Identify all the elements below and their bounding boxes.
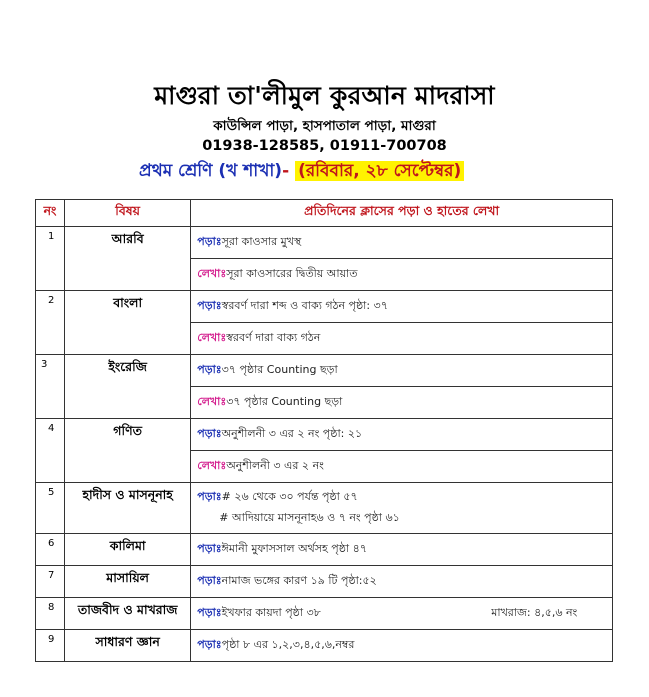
table-row — [36, 630, 613, 662]
reading-line — [191, 355, 613, 387]
subject-name: হাদীস ও মাসনূনাহ — [65, 483, 191, 534]
reading-line — [191, 291, 613, 323]
class-date: (রবিবার, ২৮ সেপ্টেম্বর) — [295, 161, 464, 181]
reading-text: স্বরবর্ণ দারা শব্দ ও বাক্য গঠন পৃষ্ঠা: ৩৭ — [221, 299, 388, 312]
subject-name: আরবি — [65, 227, 191, 291]
class-date-line — [139, 158, 464, 184]
row-number: 9 — [36, 630, 65, 662]
reading-text: ঈমানী মুফাসসাল অর্থসহ পৃষ্ঠা ৪৭ — [221, 542, 367, 555]
subject-name: গণিত — [65, 419, 191, 483]
writing-text: অনুশীলনী ৩ এর ২ নং — [226, 459, 324, 472]
read-tag: পড়াঃ — [197, 542, 222, 555]
reading-text: ইখফার কায়দা পৃষ্ঠা ৩৮ — [221, 606, 321, 619]
reading-text: নামাজ ভঙ্গের কারণ ১৯ টি পৃষ্ঠা:৫২ — [221, 574, 377, 587]
reading-text: অনুশীলনী ৩ এর ২ নং পৃষ্ঠা: ২১ — [221, 427, 363, 440]
table-row — [36, 355, 613, 387]
reading-text: # ২৬ থেকে ৩০ পর্যন্ত পৃষ্ঠা ৫৭ — [221, 490, 358, 503]
subject-name: ইংরেজি — [65, 355, 191, 419]
writing-line — [191, 451, 613, 483]
write-tag: লেখাঃ — [197, 395, 227, 408]
write-tag: লেখাঃ — [197, 331, 227, 344]
row-number: 6 — [36, 534, 65, 566]
writing-line — [191, 323, 613, 355]
read-tag: পড়াঃ — [197, 299, 222, 312]
read-tag: পড়াঃ — [197, 574, 222, 587]
table-row — [36, 566, 613, 598]
read-tag: পড়াঃ — [197, 235, 222, 248]
reading-line — [191, 534, 613, 566]
read-tag: পড়াঃ — [197, 427, 222, 440]
reading-line — [191, 483, 613, 534]
read-tag: পড়াঃ — [197, 638, 222, 651]
row-number: 3 — [36, 355, 65, 419]
contact-phones: 01938-128585, 01911-700708 — [202, 138, 447, 154]
reading-text: সূরা কাওসার মুখস্থ — [221, 235, 302, 248]
madrasa-address: কাউন্সিল পাড়া, হাসপাতাল পাড়া, মাগুরা — [213, 118, 436, 134]
writing-text: সূরা কাওসারের দ্বিতীয় আয়াত — [226, 267, 358, 280]
row-number: 1 — [36, 227, 65, 291]
table-row — [36, 598, 613, 630]
row-number: 7 — [36, 566, 65, 598]
read-tag: পড়াঃ — [197, 363, 222, 376]
table-row — [36, 534, 613, 566]
read-tag: পড়াঃ — [197, 490, 222, 503]
read-tag: পড়াঃ — [197, 606, 222, 619]
write-tag: লেখাঃ — [197, 459, 227, 472]
writing-text: স্বরবর্ণ দারা বাক্য গঠন — [226, 331, 321, 344]
reading-line — [191, 227, 613, 259]
table-row — [36, 483, 613, 534]
row-number: 2 — [36, 291, 65, 355]
header-detail: প্রতিদিনের ক্লাসের পড়া ও হাতের লেখা — [191, 200, 613, 227]
table-row — [36, 419, 613, 451]
write-tag: লেখাঃ — [197, 267, 227, 280]
reading-line — [191, 419, 613, 451]
row-number: 8 — [36, 598, 65, 630]
class-routine-table — [35, 199, 613, 662]
reading-text: ৩৭ পৃষ্ঠার Counting ছড়া — [221, 363, 338, 376]
subject-name: বাংলা — [65, 291, 191, 355]
writing-line — [191, 387, 613, 419]
reading-text: পৃষ্ঠা ৮ এর ১,২,৩,৪,৫,৬,নম্বর — [221, 638, 355, 651]
madrasa-title: মাগুরা তা'লীমুল কুরআন মাদরাসা — [154, 81, 495, 110]
class-name: প্রথম শ্রেণি (খ শাখা) — [139, 161, 283, 181]
subject-name: সাধারণ জ্ঞান — [65, 630, 191, 662]
writing-line — [191, 259, 613, 291]
subject-name: মাসায়িল — [65, 566, 191, 598]
row-number: 4 — [36, 419, 65, 483]
writing-text: ৩৭ পৃষ্ঠার Counting ছড়া — [226, 395, 343, 408]
header-no: নং — [36, 200, 65, 227]
row-number: 5 — [36, 483, 65, 534]
reading-line — [191, 566, 613, 598]
makhraj-note: মাখরাজ: ৪,৫,৬ নং — [491, 606, 578, 619]
subject-name: তাজবীদ ও মাখরাজ — [65, 598, 191, 630]
table-header-row — [36, 200, 613, 227]
table-row — [36, 227, 613, 259]
reading-line — [191, 630, 613, 662]
subject-name: কালিমা — [65, 534, 191, 566]
separator: - — [282, 161, 290, 181]
header-subject: বিষয় — [65, 200, 191, 227]
reading-text-2: # আদিয়ায়ে মাসনূনাহ৬ ও ৭ নং পৃষ্ঠা ৬১ — [219, 511, 400, 524]
reading-line — [191, 598, 613, 630]
table-row — [36, 291, 613, 323]
